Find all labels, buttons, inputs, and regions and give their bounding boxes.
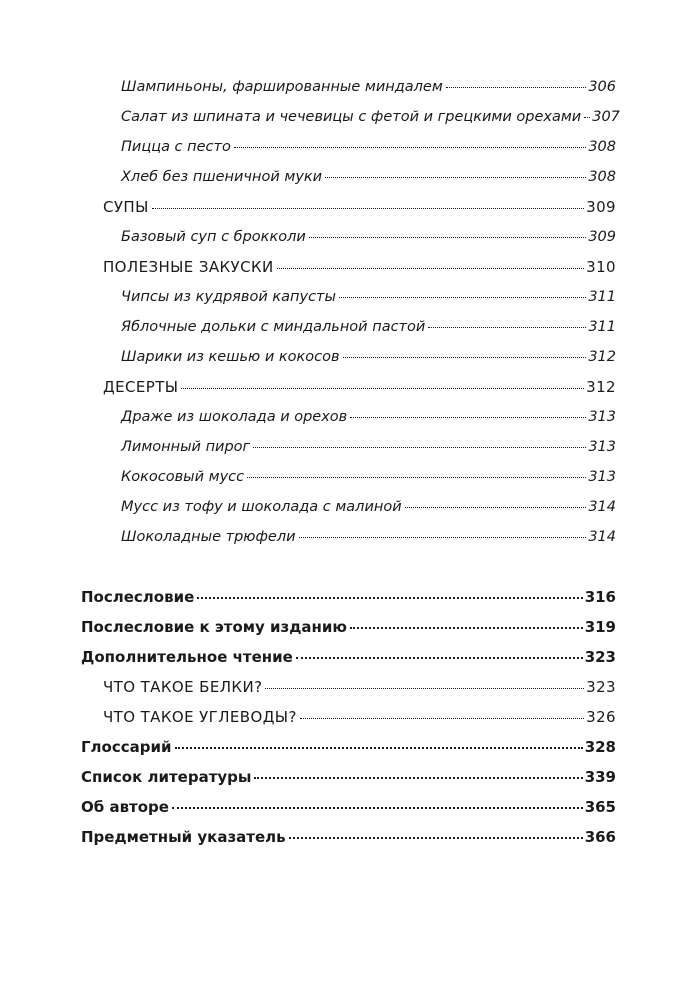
toc-entry-page: 314 [588, 529, 616, 545]
dot-leader [175, 747, 583, 749]
dot-leader [234, 147, 586, 148]
toc-entry-page: 313 [588, 439, 616, 455]
toc-entry [121, 109, 620, 125]
toc-chapter-title: Дополнительное чтение [81, 648, 293, 666]
dot-leader [350, 627, 583, 629]
toc-chapter-page: 339 [584, 768, 616, 786]
toc-entry [121, 530, 616, 545]
dot-leader [152, 208, 584, 209]
toc-chapter-page: 365 [584, 798, 616, 816]
toc-chapter [81, 620, 616, 635]
toc-chapter-page: 328 [584, 738, 616, 756]
toc-entry [121, 410, 616, 425]
dot-leader [289, 837, 583, 839]
toc-entry-page: 308 [588, 169, 616, 185]
dot-leader [300, 718, 584, 719]
toc-section-page: 312 [586, 378, 616, 396]
toc-chapter-title: Предметный указатель [81, 828, 286, 846]
dot-leader [265, 688, 584, 689]
toc-entry-title: Кокосовый мусс [121, 469, 245, 485]
toc-entry-page: 309 [588, 229, 616, 245]
dot-leader [172, 807, 583, 809]
toc-chapter-page: 319 [584, 618, 616, 636]
dot-leader [254, 777, 582, 779]
dot-leader [339, 297, 586, 298]
dot-leader [181, 388, 584, 389]
toc-entry-title: Базовый суп с брокколи [121, 229, 306, 245]
toc-section-title: СУПЫ [103, 198, 149, 216]
toc-entry [121, 320, 616, 335]
toc-entry-page: 311 [588, 289, 616, 305]
toc-entry [121, 140, 616, 155]
toc-section-page: 326 [586, 708, 616, 726]
dot-leader [277, 268, 585, 269]
toc-section-title: ПОЛЕЗНЫЕ ЗАКУСКИ [103, 258, 274, 276]
toc-chapter [81, 650, 616, 665]
toc-chapter-page: 366 [584, 828, 616, 846]
toc-section-page: 310 [586, 258, 616, 276]
dot-leader [325, 177, 586, 178]
toc-entry [121, 290, 616, 305]
toc-entry-page: 314 [588, 499, 616, 515]
toc-entry-title: Яблочные дольки с миндальной пастой [121, 319, 426, 335]
toc-entry-page: 313 [588, 469, 616, 485]
toc-section-title: ДЕСЕРТЫ [103, 378, 179, 396]
toc-entry-page: 307 [592, 109, 620, 125]
toc-entry-title: Чипсы из кудрявой капусты [121, 289, 336, 305]
dot-leader [299, 537, 587, 538]
toc-section [103, 200, 616, 215]
toc-section-title: ЧТО ТАКОЕ БЕЛКИ? [103, 678, 263, 696]
dot-leader [296, 657, 583, 659]
toc-entry-title: Мусс из тофу и шоколада с малиной [121, 499, 402, 515]
toc-entry-page: 312 [588, 349, 616, 365]
toc-entry [121, 470, 616, 485]
toc-entry [121, 230, 616, 245]
toc-entry [121, 170, 616, 185]
dot-leader [405, 507, 587, 508]
dot-leader [253, 447, 586, 448]
toc-entry-title: Шоколадные трюфели [121, 529, 296, 545]
toc-entry [121, 350, 616, 365]
toc-chapter [81, 740, 616, 755]
toc-section-page: 323 [586, 678, 616, 696]
toc-section [103, 260, 616, 275]
toc-entry [121, 80, 616, 95]
toc-entry-page: 311 [588, 319, 616, 335]
toc-chapter [81, 830, 616, 845]
toc-entry [121, 440, 616, 455]
toc-chapter-page: 323 [584, 648, 616, 666]
dot-leader [584, 117, 590, 118]
toc-entry-page: 308 [588, 139, 616, 155]
dot-leader [247, 477, 586, 478]
toc-section [103, 710, 616, 725]
toc-entry-title: Хлеб без пшеничной муки [121, 169, 323, 185]
toc-chapter-page: 316 [584, 588, 616, 606]
toc-chapter-title: Послесловие [81, 588, 195, 606]
toc-entry-title: Салат из шпината и чечевицы с фетой и грецкими орехами [121, 109, 582, 125]
toc-section [103, 380, 616, 395]
toc-chapter-title: Об авторе [81, 798, 169, 816]
toc-chapter [81, 770, 616, 785]
dot-leader [446, 87, 587, 88]
dot-leader [428, 327, 586, 328]
toc-entry-page: 306 [588, 79, 616, 95]
toc-section-title: ЧТО ТАКОЕ УГЛЕВОДЫ? [103, 708, 297, 726]
toc-entry-title: Драже из шоколада и орехов [121, 409, 348, 425]
toc-chapter-title: Глоссарий [81, 738, 172, 756]
toc-chapter-title: Послесловие к этому изданию [81, 618, 347, 636]
toc-entry-title: Лимонный пирог [121, 439, 251, 455]
toc-section [103, 680, 616, 695]
toc-chapter [81, 590, 616, 605]
toc-chapter [81, 800, 616, 815]
toc-entry-title: Шарики из кешью и кокосов [121, 349, 340, 365]
dot-leader [350, 417, 586, 418]
dot-leader [309, 237, 587, 238]
dot-leader [197, 597, 582, 599]
toc-chapter-title: Список литературы [81, 768, 252, 786]
dot-leader [343, 357, 587, 358]
toc-entry [121, 500, 616, 515]
toc-entry-title: Пицца с песто [121, 139, 231, 155]
toc-entry-page: 313 [588, 409, 616, 425]
toc-entry-title: Шампиньоны, фаршированные миндалем [121, 79, 443, 95]
toc-section-page: 309 [586, 198, 616, 216]
